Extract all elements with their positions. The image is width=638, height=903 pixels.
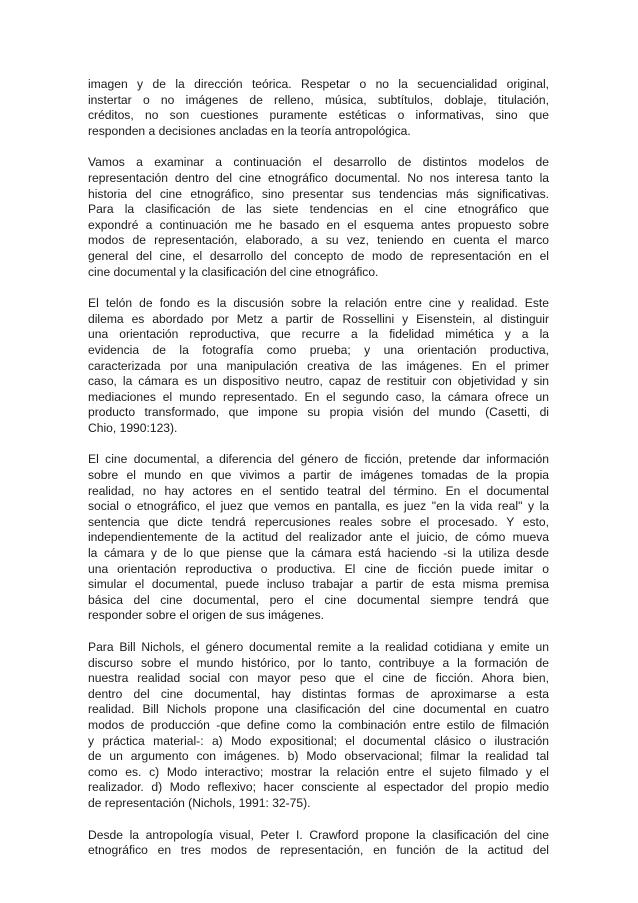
paragraph xyxy=(88,452,549,624)
text-line: de representación (Nichols, 1991: 32-75). xyxy=(88,795,311,810)
text-line: Para la clasificación de las siete tendencias en el cine etnográfico que xyxy=(88,202,549,217)
text-line: realidad. Bill Nichols propone una clasificación del cine documental en cuatro xyxy=(88,702,549,717)
text-line: independientemente de la actitud del realizador ante el juicio, de cómo mueva xyxy=(88,530,549,545)
text-line: y práctica material-: a) Modo expositional; el documental clásico o ilustración xyxy=(88,733,549,748)
text-line: instertar o no imágenes de relleno, música, subtítulos, doblaje, titulación, xyxy=(88,92,549,107)
text-line: realidad, no hay actores en el sentido teatral del término. En el documental xyxy=(88,483,549,498)
text-line: realizador. d) Modo reflexivo; hacer consciente al espectador del propio medio xyxy=(88,780,549,795)
text-line: una orientación reproductiva o productiva. El cine de ficción puede imitar o xyxy=(88,561,549,576)
text-line: Para Bill Nichols, el género documental remite a la realidad cotidiana y emite un xyxy=(88,640,549,654)
paragraph xyxy=(88,296,549,436)
text-line: sobre el mundo en que vivimos a partir de imágenes tomadas de la propia xyxy=(88,468,549,483)
text-line: una orientación reproductiva, que recurre a la fidelidad mimética y a la xyxy=(88,327,549,342)
text-line: modos de producción -que define como la combinación entre estilo de filmación xyxy=(88,717,549,732)
text-line: responder sobre el origen de sus imágenes. xyxy=(88,608,324,623)
text-line: imagen y de la dirección teórica. Respetar o no la secuencialidad original, xyxy=(88,77,549,91)
text-line: historia del cine etnográfico, sino presentar sus tendencias más significativas. xyxy=(88,186,549,201)
text-line: representación dentro del cine etnográfico documental. No nos interesa tanto la xyxy=(88,170,549,185)
text-line: etnográfico en tres modos de representación, en función de la actitud del xyxy=(88,843,549,858)
text-line: caso, la cámara es un dispositivo neutro, capaz de restituir con objetividad y sin xyxy=(88,374,549,389)
text-line: El telón de fondo es la discusión sobre la relación entre cine y realidad. Este xyxy=(88,296,549,311)
text-line: dilema es abordado por Metz a partir de Rossellini y Eisenstein, al distinguir xyxy=(88,311,549,326)
paragraph xyxy=(88,828,549,859)
text-line: la cámara y de lo que piense que la cámara está haciendo -si la utiliza desde xyxy=(88,546,549,561)
text-line: mediaciones el mundo representado. En el segundo caso, la cámara ofrece un xyxy=(88,389,549,404)
text-line: modos de representación, elaborado, a su vez, teniendo en cuenta el marco xyxy=(88,233,549,248)
text-line: sentencia que dicte tendrá repercusiones reales sobre el procesado. Y esto, xyxy=(88,514,549,529)
text-line: discurso sobre el mundo histórico, por lo tanto, contribuye a la formación de xyxy=(88,655,549,670)
text-line: dentro del cine documental, hay distintas formas de aproximarse a esta xyxy=(88,686,549,701)
text-line: expondré a continuación me he basado en el esquema antes propuesto sobre xyxy=(88,217,549,232)
text-line: social o etnográfico, el juez que vemos en pantalla, es juez "en la vida real" y la xyxy=(88,499,549,514)
text-line: nuestra realidad social con mayor peso que el cine de ficción. Ahora bien, xyxy=(88,671,549,686)
text-line: Desde la antropología visual, Peter I. Crawford propone la clasificación del cine xyxy=(88,827,549,842)
text-line: simular el documental, puede incluso trabajar a partir de esta misma premisa xyxy=(88,577,549,592)
paragraph xyxy=(88,77,549,139)
paragraph xyxy=(88,640,549,812)
text-line: El cine documental, a diferencia del género de ficción, pretende dar información xyxy=(88,452,549,467)
paragraph xyxy=(88,155,549,280)
text-line: Vamos a examinar a continuación el desarrollo de distintos modelos de xyxy=(88,155,549,170)
text-line: evidencia de la fotografía como prueba; y una orientación productiva, xyxy=(88,342,549,357)
text-line: cine documental y la clasificación del cine etnográfico. xyxy=(88,264,379,279)
text-line: Chio, 1990:123). xyxy=(88,420,178,435)
document-body xyxy=(88,77,549,875)
text-line: responden a decisiones ancladas en la teoría antropológica. xyxy=(88,123,411,138)
text-line: producto transformado, que impone su propia visión del mundo (Casetti, di xyxy=(88,405,549,420)
text-line: como es. c) Modo interactivo; mostrar la relación entre el sujeto filmado y el xyxy=(88,764,549,779)
text-line: caracterizada por una manipulación creativa de las imágenes. En el primer xyxy=(88,358,549,373)
text-line: básica del cine documental, pero el cine documental siempre tendrá que xyxy=(88,592,549,607)
text-line: general del cine, el desarrollo del concepto de modo de representación en el xyxy=(88,248,549,263)
text-line: de un argumento con imágenes. b) Modo observacional; filmar la realidad tal xyxy=(88,749,549,764)
text-line: créditos, no son cuestiones puramente estéticas o informativas, sino que xyxy=(88,108,549,123)
